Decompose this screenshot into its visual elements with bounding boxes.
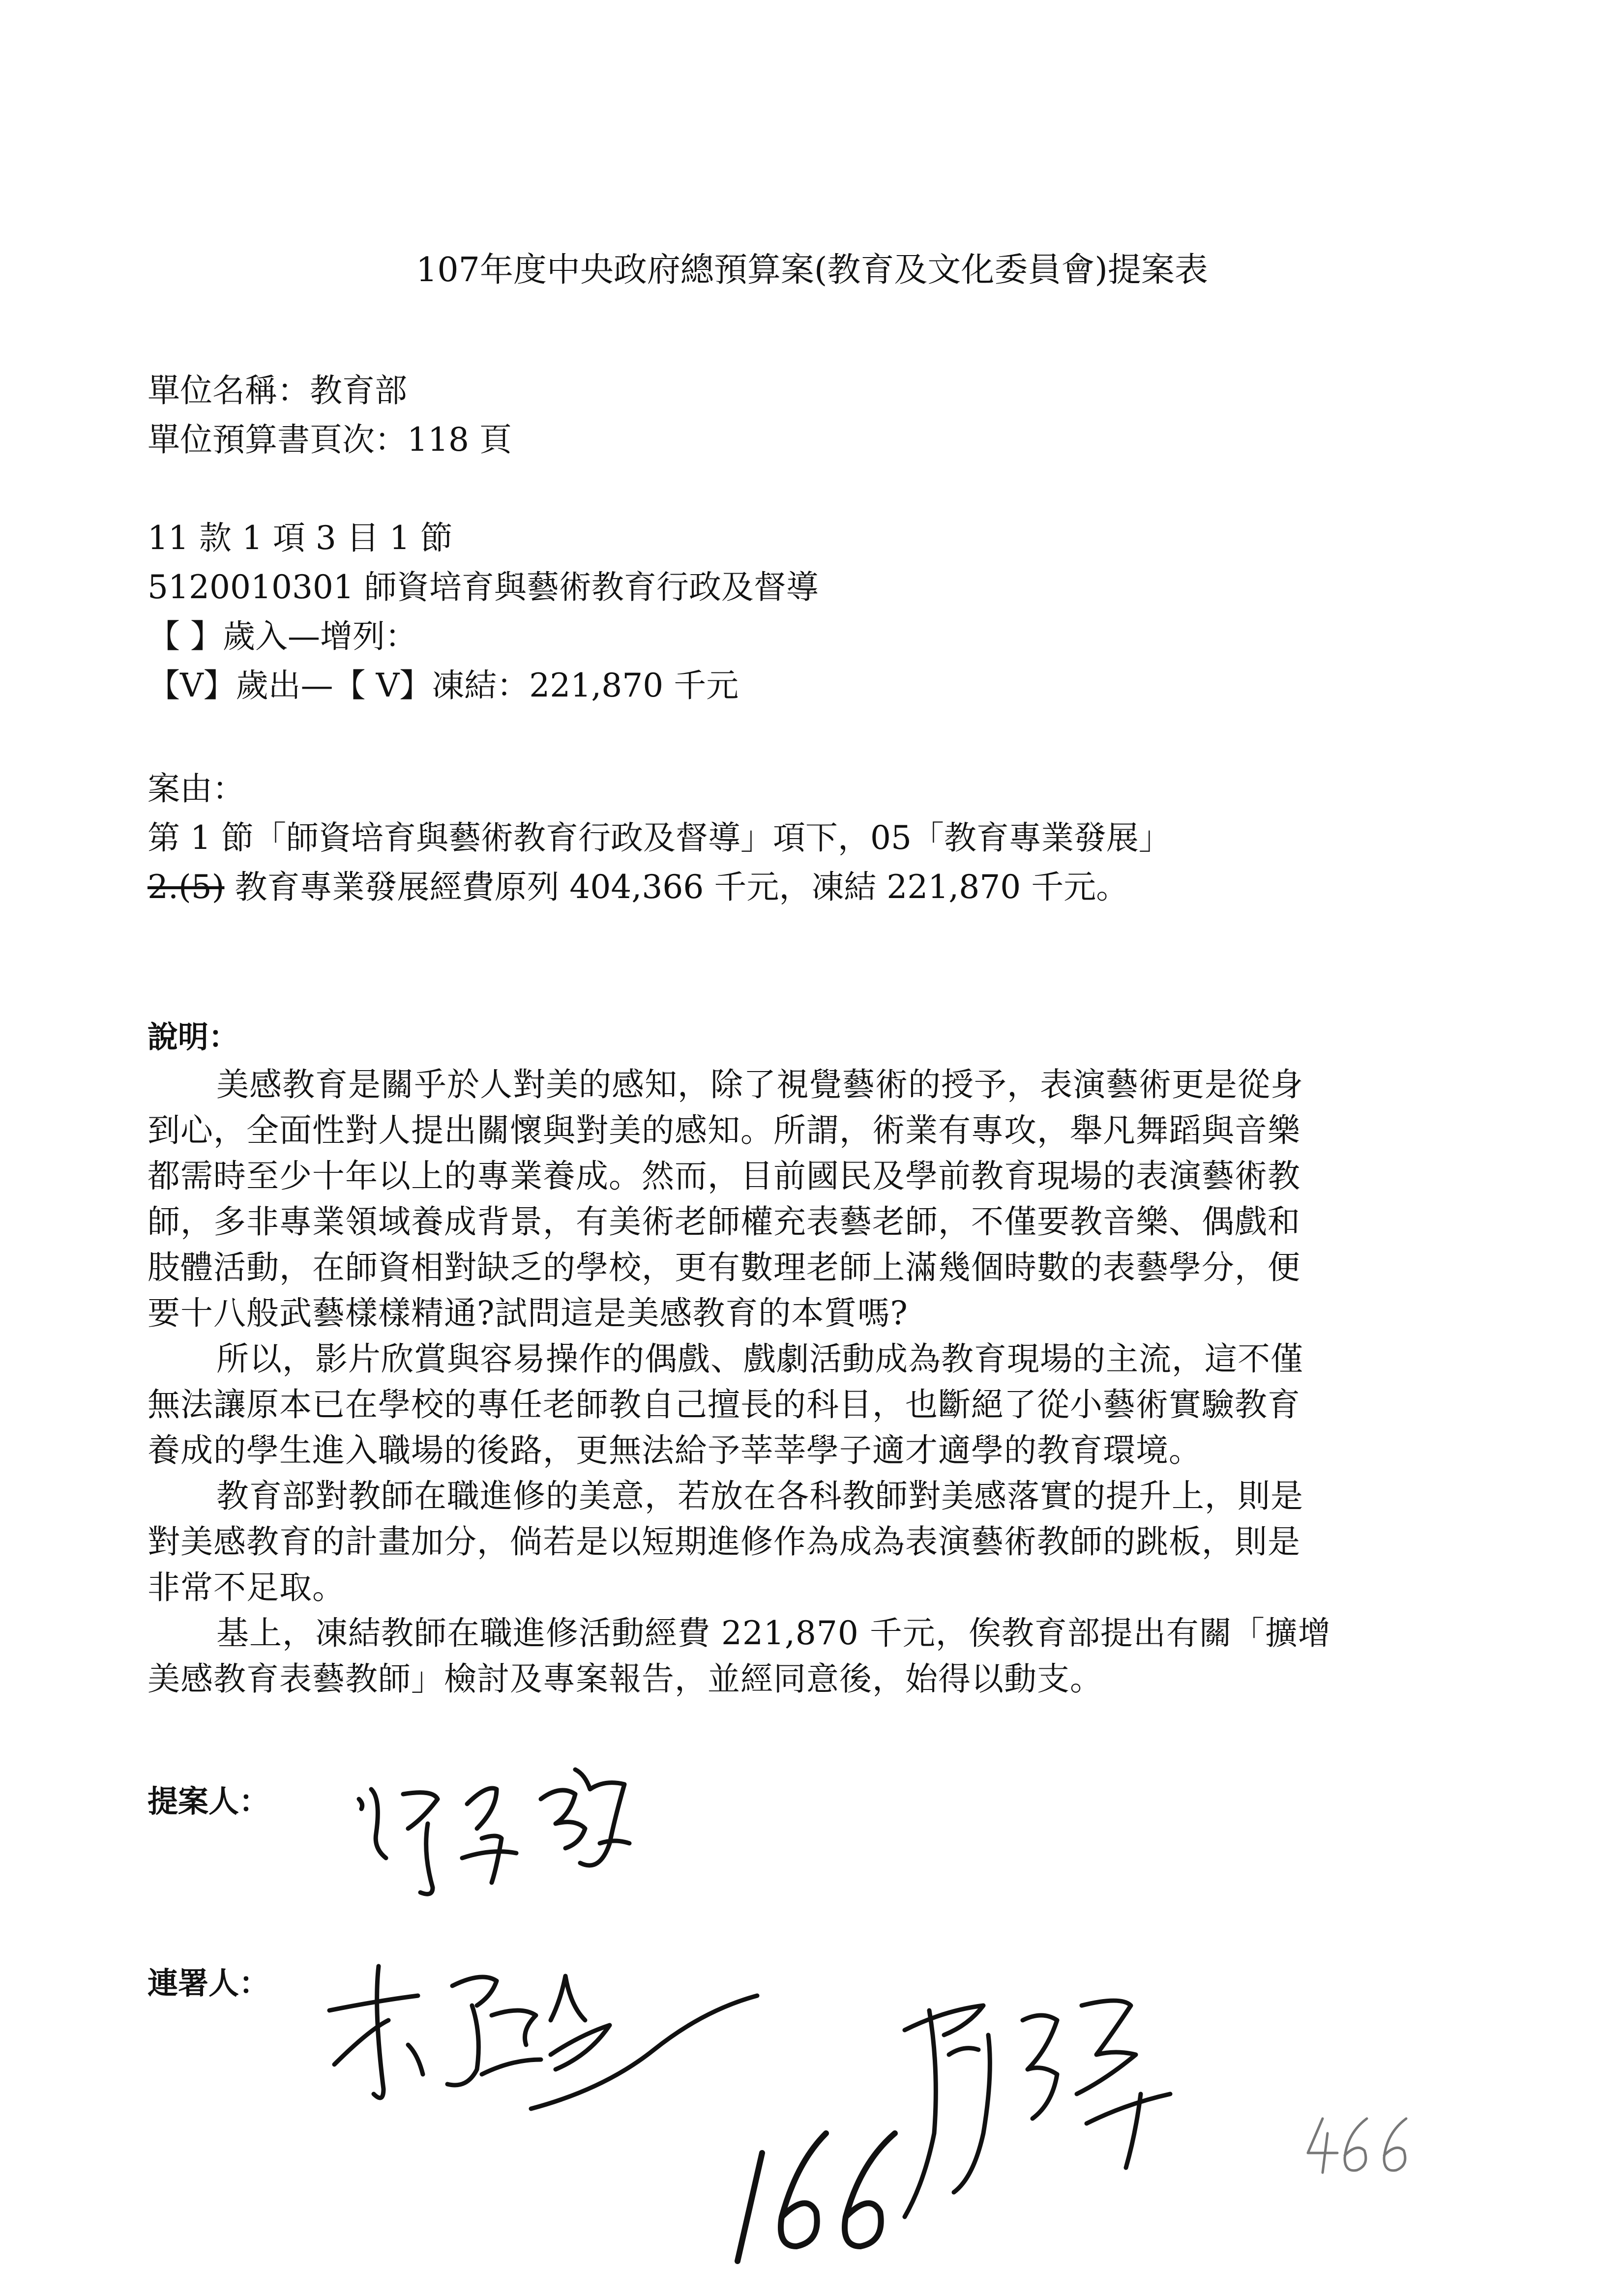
case-line-1: 第 1 節「師資培育與藝術教育行政及督導」項下，05「教育專業發展」 [148,819,1171,857]
explanation-p1-line: 肢體活動，在師資相對缺乏的學校，更有數理老師上滿幾個時數的表藝學分，便 [148,1249,1300,1286]
explanation-p4-line: 美感教育表藝教師」檢討及專案報告，並經同意後，始得以動支。 [148,1660,1103,1698]
explanation-p3-line: 教育部對教師在職進修的美意，若放在各科教師對美感落實的提升上，則是 [216,1477,1303,1515]
explanation-label: 說明： [148,1019,239,1055]
explanation-p2-line: 養成的學生進入職場的後路，更無法給予莘莘學子適才適學的教育環境。 [148,1431,1202,1469]
unit-name: 單位名稱：教育部 [148,372,407,409]
proposer-signature [344,1740,688,1907]
explanation-p1-line: 都需時至少十年以上的專業養成。然而，目前國民及學前教育現場的表演藝術教 [148,1157,1300,1195]
explanation-p2-line: 無法讓原本已在學校的專任老師教自己擅長的科目，也斷絕了從小藝術實驗教育 [148,1386,1300,1424]
case-line-2 [148,863,1128,912]
cosigner-signature-1 [320,1947,762,2153]
proposer-label: 提案人： [148,1783,270,1819]
explanation-p1-line: 師，多非專業領域養成背景，有美術老師權充表藝老師，不僅要教音樂、偶戲和 [148,1203,1300,1241]
section-code: 11 款 1 項 3 目 1 節 [148,519,453,557]
struck-item-number: 2.(5) [148,868,225,906]
explanation-p1-line: 到心，全面性對人提出關懷與對美的感知。所謂，術業有專攻，舉凡舞蹈與音樂 [148,1111,1300,1149]
explanation-p3-line: 非常不足取。 [148,1569,345,1606]
explanation-p3-line: 對美感教育的計畫加分，倘若是以短期進修作為成為表演藝術教師的跳板，則是 [148,1523,1300,1561]
page-title: 107年度中央政府總預算案(教育及文化委員會)提案表 [416,251,1208,290]
explanation-p4-line: 基上，凍結教師在職進修活動經費 221,870 千元，俟教育部提出有關「擴增 [216,1614,1331,1652]
unit-budget-page: 單位預算書頁次：118 頁 [148,421,512,459]
page-mark [1303,2109,1416,2178]
case-line-2-text: 教育專業發展經費原列 404,366 千元，凍結 221,870 千元。 [224,868,1129,906]
case-label: 案由： [148,770,245,808]
cosigner-signature-2 [875,1976,1219,2251]
explanation-p2-line: 所以，影片欣賞與容易操作的偶戲、戲劇活動成為教育現場的主流，這不僅 [216,1340,1303,1378]
cosigner-label: 連署人： [148,1965,270,2001]
expense-freeze-line: 【V】歲出—【 V】凍結：221,870 千元 [148,667,739,704]
budget-item: 5120010301 師資培育與藝術教育行政及督導 [148,568,819,606]
revenue-line: 【 】歲入—增列： [148,617,417,655]
explanation-p1-line: 美感教育是關乎於人對美的感知，除了視覺藝術的授予，表演藝術更是從身 [216,1066,1303,1104]
explanation-p1-line: 要十八般武藝樣樣精通?試問這是美感教育的本質嗎? [148,1294,908,1332]
